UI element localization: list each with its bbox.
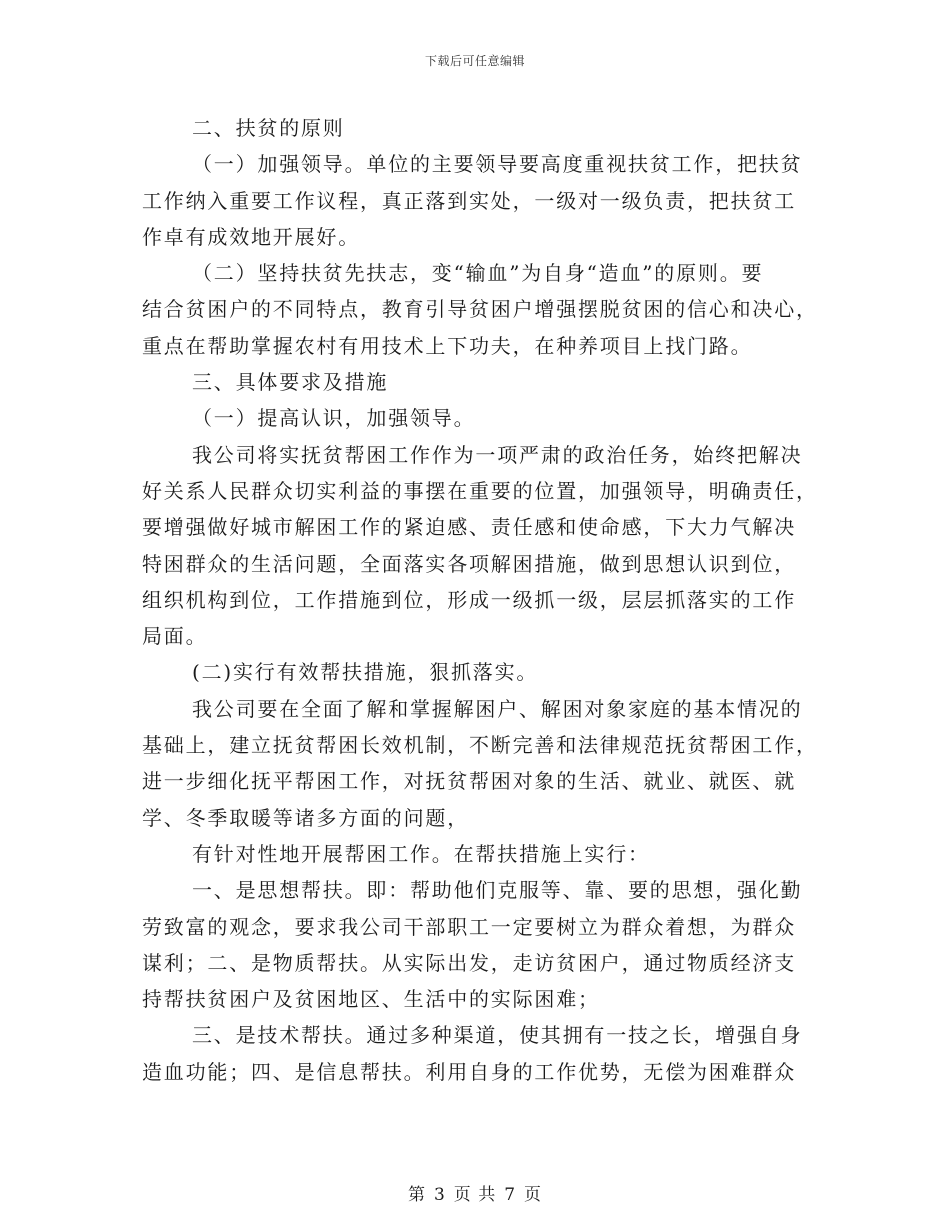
text-line: 一、是思想帮扶。即：帮助他们克服等、靠、要的思想，强化勤 [192, 878, 803, 903]
text-line: 局面。 [142, 624, 208, 649]
text-line: 谋利；二、是物质帮扶。从实际出发，走访贫困户，通过物质经济支 [142, 950, 796, 975]
text-line: 我公司将实抚贫帮困工作作为一项严肃的政治任务，始终把解决 [192, 442, 803, 467]
text-line: 二、扶贫的原则 [192, 116, 345, 140]
text-line: 好关系人民群众切实利益的事摆在重要的位置，加强领导，明确责任， [142, 478, 818, 503]
text-line: （一）提高认识，加强领导。 [192, 406, 476, 431]
text-line: 造血功能；四、是信息帮扶。利用自身的工作优势，无偿为困难群众 [142, 1059, 796, 1084]
text-line: 有针对性地开展帮困工作。在帮扶措施上实行： [192, 841, 650, 866]
text-line: 作卓有成效地开展好。 [142, 224, 360, 249]
footer-suffix: 页 [524, 1185, 543, 1205]
text-line: 三、是技术帮扶。通过多种渠道，使其拥有一技之长，增强自身 [192, 1023, 803, 1048]
total-pages: 7 [504, 1185, 517, 1205]
text-line: 持帮扶贫困户及贫困地区、生活中的实际困难； [142, 987, 600, 1012]
text-line: 学、冬季取暖等诸多方面的问题， [142, 805, 469, 830]
page-header: 下载后可任意编辑 [424, 54, 525, 68]
text-line: 特困群众的生活问题，全面落实各项解困措施，做到思想认识到位， [142, 551, 796, 576]
footer-mid: 页 共 [453, 1185, 497, 1205]
text-line: 我公司要在全面了解和掌握解困户、解困对象家庭的基本情况的 [192, 696, 803, 721]
text-line: (二)实行有效帮扶措施，狠抓落实。 [192, 660, 539, 685]
text-line: 结合贫困户的不同特点，教育引导贫困户增强摆脱贫困的信心和决心， [142, 297, 818, 322]
text-line: 工作纳入重要工作议程，真正落到实处，一级对一级负责，把扶贫工 [142, 188, 796, 213]
text-line: 三、具体要求及措施 [192, 370, 389, 395]
document-body [142, 110, 818, 1090]
text-line: 重点在帮助掌握农村有用技术上下功夫，在种养项目上找门路。 [142, 333, 753, 358]
text-line: （一）加强领导。单位的主要领导要高度重视扶贫工作，把扶贫 [192, 152, 803, 177]
text-line: 劳致富的观念，要求我公司干部职工一定要树立为群众着想，为群众 [142, 914, 796, 939]
text-line: 组织机构到位，工作措施到位，形成一级抓一级，层层抓落实的工作 [142, 587, 796, 612]
text-line: 进一步细化抚平帮困工作，对抚贫帮困对象的生活、就业、就医、就 [142, 769, 796, 794]
page-number: 3 [433, 1185, 446, 1205]
footer-prefix: 第 [407, 1185, 426, 1205]
text-line: 要增强做好城市解困工作的紧迫感、责任感和使命感，下大力气解决 [142, 515, 796, 540]
text-line: （二）坚持扶贫先扶志，变“输血”为自身“造血”的原则。要 [192, 261, 764, 286]
text-line: 基础上，建立抚贫帮困长效机制，不断完善和法律规范抚贫帮困工作， [142, 733, 818, 758]
page-footer [0, 1180, 950, 1205]
